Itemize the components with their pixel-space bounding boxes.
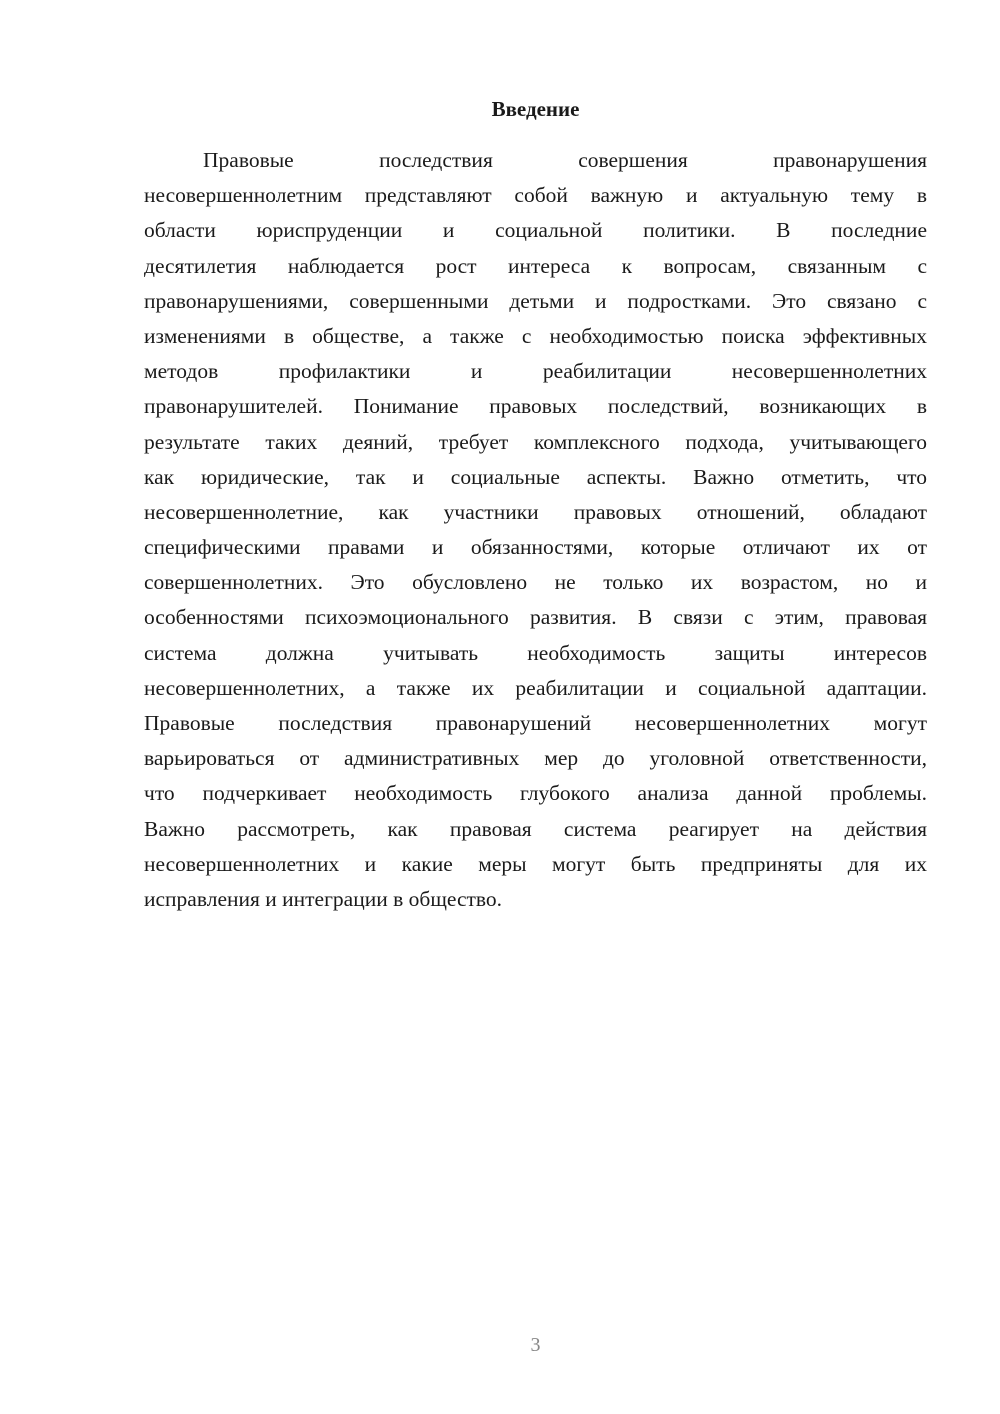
text-line: несовершеннолетним представляют собой важную и актуальную тему в [144, 183, 927, 208]
text-line: области юриспруденции и социальной политики. В последние [144, 218, 927, 243]
text-line: особенностями психоэмоционального развития. В связи с этим, правовая [144, 605, 927, 630]
text-line: несовершеннолетних, а также их реабилитации и социальной адаптации. [144, 675, 927, 700]
text-line: методов профилактики и реабилитации несовершеннолетних [144, 359, 927, 384]
text-line: несовершеннолетние, как участники правовых отношений, обладают [144, 499, 927, 524]
text-line: десятилетия наблюдается рост интереса к вопросам, связанным с [144, 253, 927, 278]
text-line: Правовые последствия совершения правонарушения [203, 148, 927, 172]
text-line: правонарушителей. Понимание правовых последствий, возникающих в [144, 394, 927, 419]
text-line: Правовые последствия правонарушений несовершеннолетних могут [144, 711, 927, 735]
text-line: несовершеннолетних и какие меры могут быть предприняты для их [144, 851, 927, 876]
text-line: результате таких деяний, требует комплексного подхода, учитывающего [144, 429, 927, 454]
text-line: Важно рассмотреть, как правовая система реагирует на действия [144, 816, 927, 841]
text-line: правонарушениями, совершенными детьми и подростками. Это связано с [144, 288, 927, 313]
text-line: специфическими правами и обязанностями, которые отличают их от [144, 535, 927, 560]
text-line: варьироваться от административных мер до уголовной ответственности, [144, 746, 927, 771]
body-paragraph [144, 143, 927, 917]
text-line: изменениями в обществе, а также с необходимостью поиска эффективных [144, 323, 927, 348]
text-line: система должна учитывать необходимость защиты интересов [144, 640, 927, 665]
text-line: совершеннолетних. Это обусловлено не только их возрастом, но и [144, 570, 927, 595]
page-number: 3 [530, 1334, 541, 1356]
text-line: что подчеркивает необходимость глубокого анализа данной проблемы. [144, 781, 927, 806]
section-title: Введение [491, 97, 580, 121]
text-line: как юридические, так и социальные аспекты. Важно отметить, что [144, 464, 927, 489]
text-line: исправления и интеграции в общество. [144, 886, 503, 911]
